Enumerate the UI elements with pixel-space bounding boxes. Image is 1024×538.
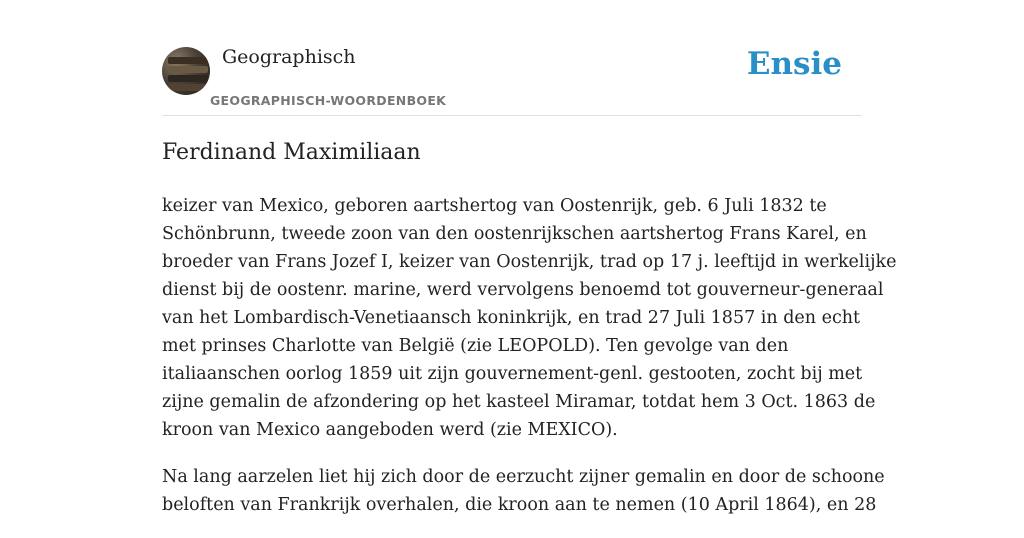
paragraph	[162, 192, 897, 444]
text-line: kroon van Mexico aangeboden werd (zie MEXICO).	[162, 420, 618, 440]
text-line: broeder van Frans Jozef I, keizer van Oostenrijk, trad op 17 j. leeftijd in werkelijke	[162, 252, 897, 272]
ensie-logo[interactable]: Ensie	[746, 46, 842, 82]
avatar[interactable]	[162, 47, 210, 95]
book-spine-icon	[168, 84, 208, 91]
text-line: keizer van Mexico, geboren aartshertog van Oostenrijk, geb. 6 Juli 1832 te	[162, 196, 827, 216]
text-line: Schönbrunn, tweede zoon van den oostenrijkschen aartshertog Frans Karel, en	[162, 224, 867, 244]
book-spine-icon	[168, 66, 208, 73]
text-line: van het Lombardisch-Venetiaansch koninkrijk, en trad 27 Juli 1857 in den echt	[162, 308, 861, 328]
text-line: italiaanschen oorlog 1859 uit zijn gouvernement-genl. gestooten, zocht bij met	[162, 364, 863, 384]
text-line: beloften van Frankrijk overhalen, die kroon aan te nemen (10 April 1864), en 28	[162, 495, 877, 515]
text-line: met prinses Charlotte van België (zie LEOPOLD). Ten gevolge van den	[162, 336, 789, 356]
book-spine-icon	[168, 75, 208, 82]
page	[162, 0, 897, 515]
article-title: Ferdinand Maximiliaan	[162, 140, 421, 165]
text-line: dienst bij de oostenr. marine, werd vervolgens benoemd tot gouverneur-generaal	[162, 280, 884, 300]
site-title[interactable]: Geographisch	[222, 46, 356, 68]
paragraph	[162, 463, 885, 519]
book-spine-icon	[168, 57, 208, 64]
text-line: zijne gemalin de afzondering op het kasteel Miramar, totdat hem 3 Oct. 1863 de	[162, 392, 876, 412]
article-body	[162, 192, 897, 538]
site-header	[162, 0, 862, 116]
dictionary-slug[interactable]: GEOGRAPHISCH-WOORDENBOEK	[210, 93, 447, 108]
text-line: Na lang aarzelen liet hij zich door de eerzucht zijner gemalin en door de schoone	[162, 467, 885, 487]
